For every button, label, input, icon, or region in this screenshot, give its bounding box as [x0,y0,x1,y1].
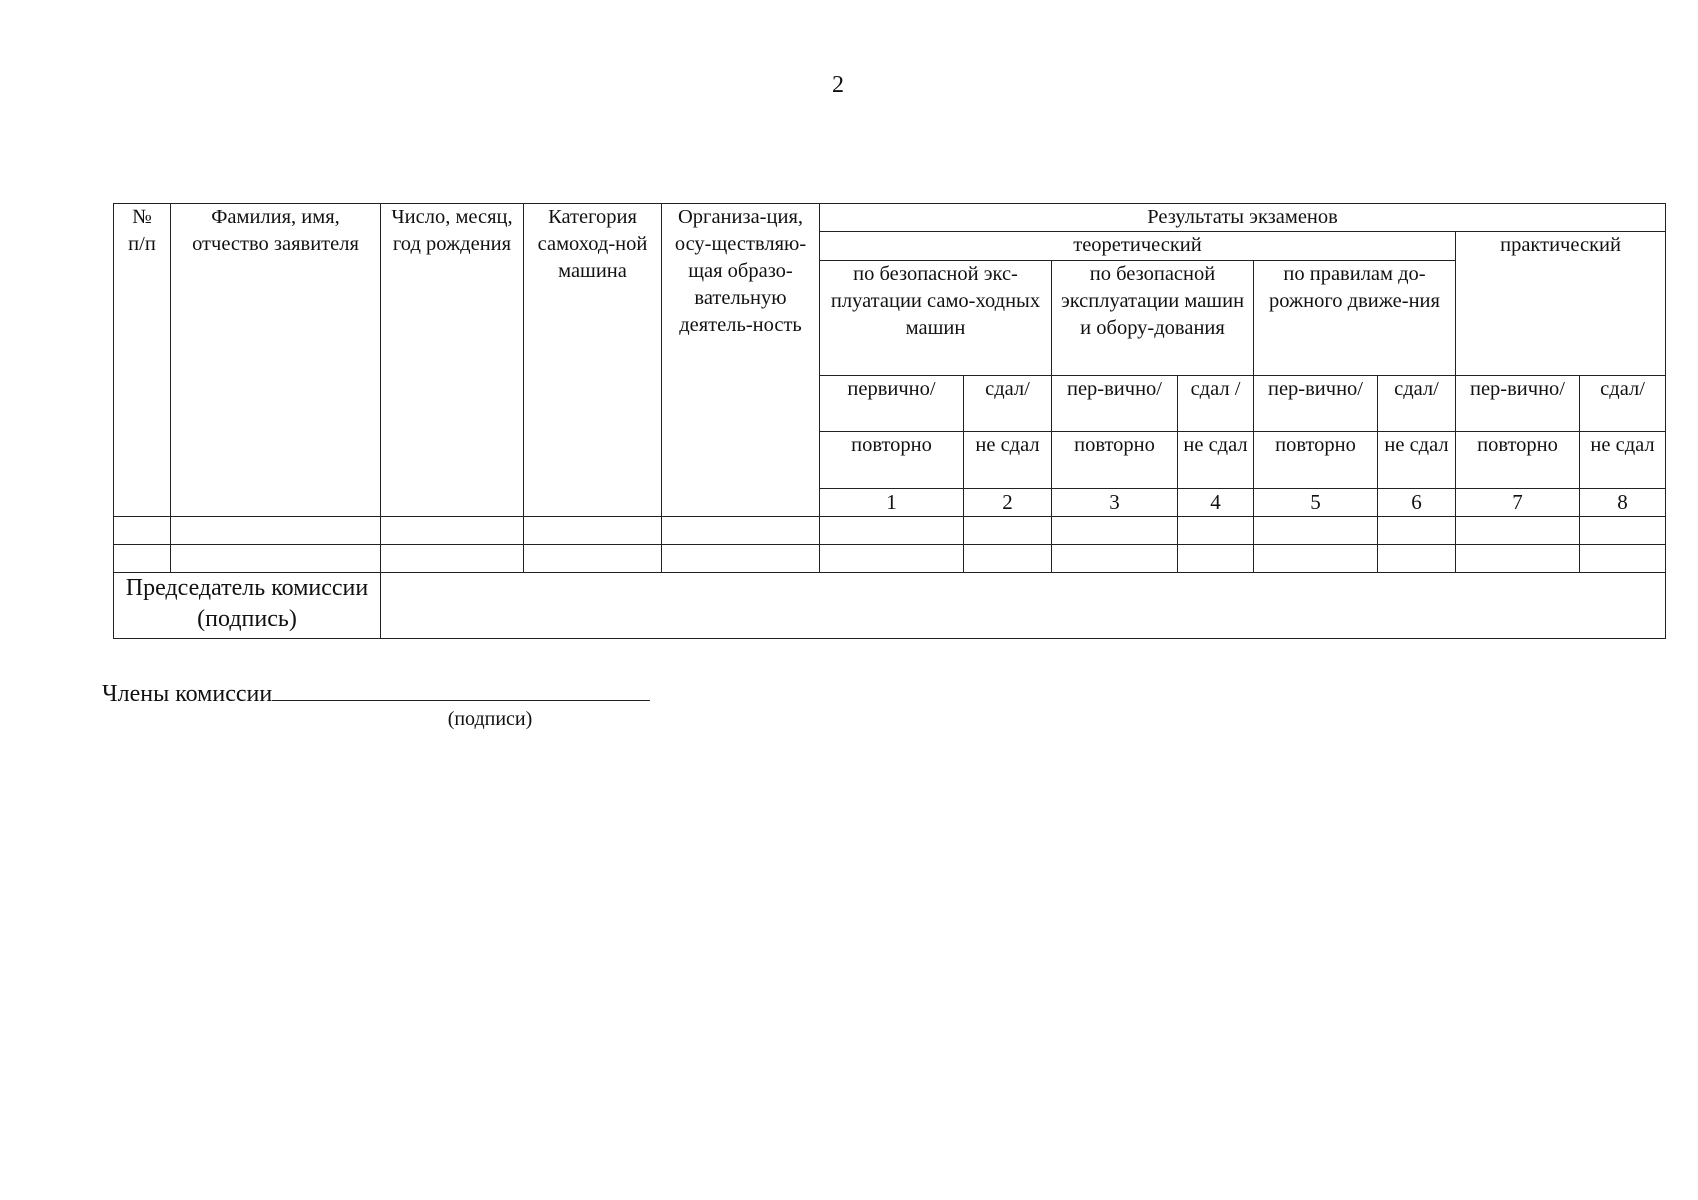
header-t1-first: первично/ [820,375,964,432]
column-number: 3 [1052,488,1178,516]
header-pr-repeat: повторно [1456,432,1580,489]
header-theory-self-propelled: по безопасной экс-плуатации само-ходных машин [820,260,1052,375]
table-cell [1580,516,1666,544]
chairman-signature-label: Председатель комиссии (подпись) [114,573,381,639]
header-number-sign: № [132,206,152,228]
header-theory-equipment: по безопасной эксплуатации машин и обору-дования [1052,260,1254,375]
table-row [114,516,1666,544]
table-cell [1178,516,1254,544]
header-organization: Организа-ция, осу-ществляю-щая образо-вательную деятель-ность [662,204,820,517]
header-practical: практический [1456,232,1666,375]
header-t3-first: пер-вично/ [1254,375,1378,432]
table-cell [524,545,662,573]
header-t2-passed: сдал / [1178,375,1254,432]
column-number: 8 [1580,488,1666,516]
header-t2-failed: не сдал [1178,432,1254,489]
table-cell [1456,545,1580,573]
table-cell [1378,545,1456,573]
table-cell [1378,516,1456,544]
table-cell [171,516,381,544]
table-cell [1052,516,1178,544]
column-number: 2 [964,488,1052,516]
table-cell [381,545,524,573]
table-cell [964,516,1052,544]
header-theoretical: теоретический [820,232,1456,260]
table-row [114,545,1666,573]
column-number: 4 [1178,488,1254,516]
table-cell [171,545,381,573]
header-t3-failed: не сдал [1378,432,1456,489]
header-t2-repeat: повторно [1052,432,1178,489]
chairman-signature-field [381,573,1666,639]
column-number: 1 [820,488,964,516]
table-cell [1254,516,1378,544]
header-name: Фамилия, имя, отчество заявителя [171,204,381,517]
table-cell [114,545,171,573]
header-pr-failed: не сдал [1580,432,1666,489]
commission-members-label: Члены комиссии [102,681,273,707]
column-number: 6 [1378,488,1456,516]
header-number-abbrev: п/п [128,233,156,255]
header-t3-repeat: повторно [1254,432,1378,489]
header-theory-traffic-rules: по правилам до-рожного движе-ния [1254,260,1456,375]
signatures-caption: (подписи) [447,708,533,730]
column-number: 7 [1456,488,1580,516]
header-pr-first: пер-вично/ [1456,375,1580,432]
table-cell [1178,545,1254,573]
header-t1-repeat: повторно [820,432,964,489]
header-number [114,204,171,517]
table-cell [820,545,964,573]
table-cell [1580,545,1666,573]
table-cell [662,545,820,573]
table-cell [114,516,171,544]
column-number: 5 [1254,488,1378,516]
members-signature-line [272,676,650,701]
page-number: 2 [832,72,844,98]
table-cell [820,516,964,544]
header-t2-first: пер-вично/ [1052,375,1178,432]
header-exam-results: Результаты экзаменов [820,204,1666,232]
commission-members [102,676,650,708]
table-cell [662,516,820,544]
table-cell [524,516,662,544]
header-t1-failed: не сдал [964,432,1052,489]
table-cell [1052,545,1178,573]
exam-results-table [113,203,1666,639]
header-t3-passed: сдал/ [1378,375,1456,432]
header-pr-passed: сдал/ [1580,375,1666,432]
table-cell [1254,545,1378,573]
header-t1-passed: сдал/ [964,375,1052,432]
table-cell [1456,516,1580,544]
header-category: Категория самоход-ной машина [524,204,662,517]
table-cell [381,516,524,544]
header-birth-date: Число, месяц, год рождения [381,204,524,517]
table-cell [964,545,1052,573]
